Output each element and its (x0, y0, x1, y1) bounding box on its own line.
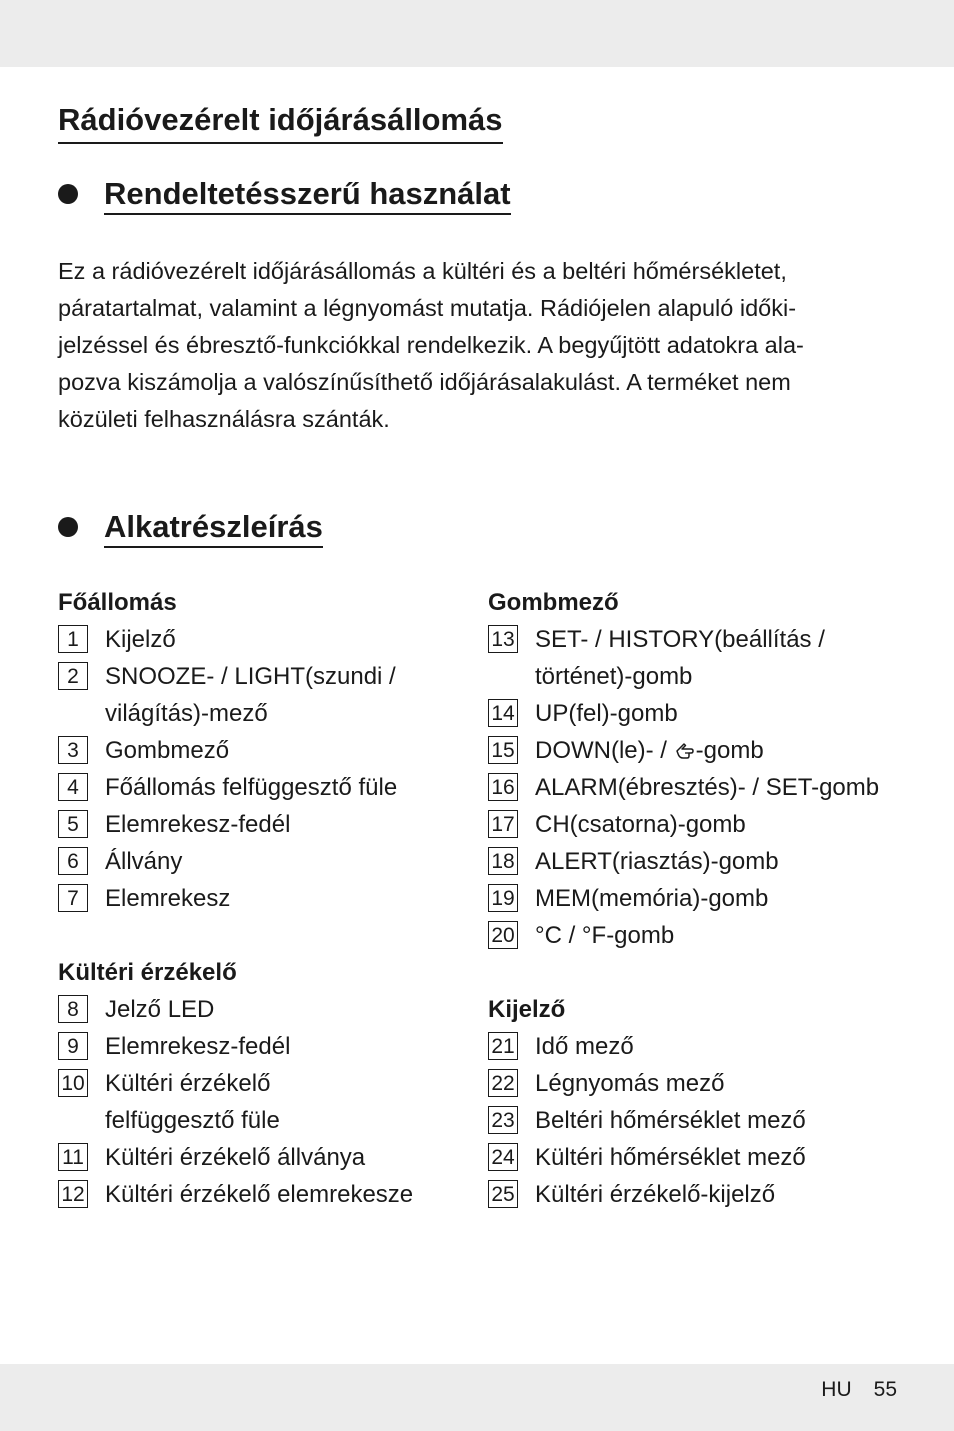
list-item: 22 Légnyomás mező (488, 1065, 908, 1102)
section-heading-parts: Alkatrészleírás (58, 507, 323, 547)
section-heading-use: Rendeltetésszerű használat (58, 174, 511, 214)
list-item: 3 Gombmező (58, 732, 458, 769)
list-item: 4 Főállomás felfüggesztő füle (58, 769, 458, 806)
list-item: 20 °C / °F-gomb (488, 917, 908, 954)
parts-right-column (488, 584, 908, 1213)
list-item: 13 SET- / HISTORY(beállítás / (488, 621, 908, 658)
outdoor-sensor-heading: Kültéri érzékelő (58, 959, 237, 986)
list-item: 15 DOWN(le)- / -gomb (488, 732, 908, 769)
list-item-continuation: világítás)-mező (105, 700, 268, 727)
page-title: Rádióvezérelt időjárásállomás (58, 100, 503, 144)
list-item: 10 Kültéri érzékelő (58, 1065, 458, 1102)
list-item: 2 SNOOZE- / LIGHT(szundi / (58, 658, 458, 695)
list-item: 17 CH(csatorna)-gomb (488, 806, 908, 843)
list-item: 23 Beltéri hőmérséklet mező (488, 1102, 908, 1139)
list-item: 18 ALERT(riasztás)-gomb (488, 843, 908, 880)
footer-band (0, 1364, 954, 1431)
list-item: 11 Kültéri érzékelő állványa (58, 1139, 458, 1176)
list-item: 5 Elemrekesz-fedél (58, 806, 458, 843)
list-item: 14 UP(fel)-gomb (488, 695, 908, 732)
list-item-continuation: felfüggesztő füle (105, 1107, 280, 1134)
list-item: 8 Jelző LED (58, 991, 458, 1028)
light-hand-icon (674, 739, 696, 761)
button-field-heading: Gombmező (488, 589, 619, 616)
list-item: 7 Elemrekesz (58, 880, 458, 917)
intended-use-paragraph: Ez a rádióvezérelt időjárásállomás a kültéri és a beltéri hőmérsékletet, páratartalmat, valamint a légnyomást mutatja. Rádiójelen alapuló időki- jelzéssel és ébresztő-funkciókkal rendelkezik. A begyűjtött adatokra ala- pozva kiszámolja a valószínűsíthető időjárásalakulást. A terméket nem közületi felhasználásra szánták. (58, 258, 804, 432)
parts-left-column (58, 584, 458, 1213)
page-number: 55 (873, 1378, 897, 1401)
list-item: 1 Kijelző (58, 621, 458, 658)
main-station-heading: Főállomás (58, 589, 177, 616)
list-item: 16 ALARM(ébresztés)- / SET-gomb (488, 769, 908, 806)
display-heading: Kijelző (488, 996, 566, 1023)
header-band (0, 0, 954, 67)
list-item: 12 Kültéri érzékelő elemrekesze (58, 1176, 458, 1213)
page-footer (821, 1378, 897, 1402)
footer-language: HU (821, 1378, 852, 1401)
list-item: 21 Idő mező (488, 1028, 908, 1065)
list-item: 25 Kültéri érzékelő-kijelző (488, 1176, 908, 1213)
bullet-icon (58, 184, 78, 204)
list-item: 24 Kültéri hőmérséklet mező (488, 1139, 908, 1176)
list-item: 6 Állvány (58, 843, 458, 880)
list-item-continuation: történet)-gomb (535, 663, 693, 690)
list-item: 9 Elemrekesz-fedél (58, 1028, 458, 1065)
bullet-icon (58, 517, 78, 537)
list-item: 19 MEM(memória)-gomb (488, 880, 908, 917)
